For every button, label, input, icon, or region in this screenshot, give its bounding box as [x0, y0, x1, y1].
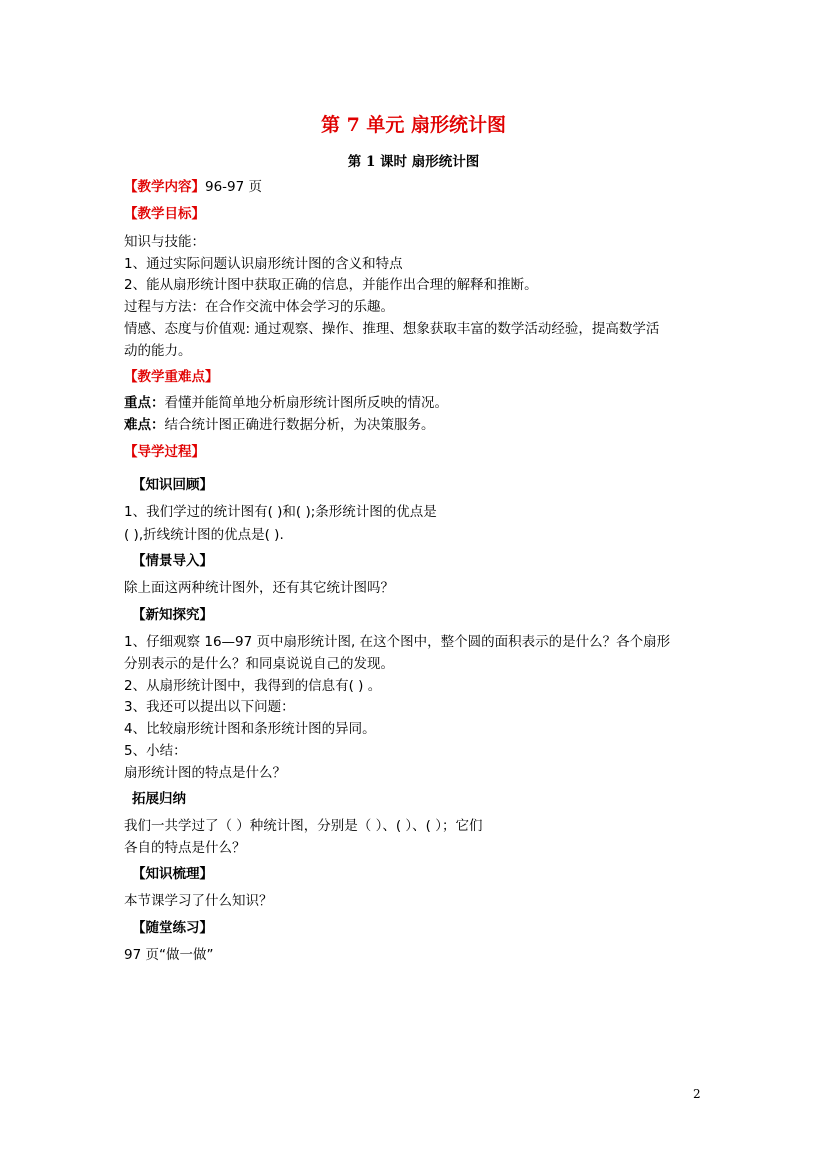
goal-line: 情感、态度与价值观: 通过观察、操作、推理、想象获取丰富的数学活动经验，提高数学活 — [124, 321, 660, 337]
practice-label: 【随堂练习】 — [132, 920, 213, 936]
explore-line: 2、从扇形统计图中，我得到的信息有( ) 。 — [124, 678, 382, 694]
explore-line: 3、我还可以提出以下问题： — [124, 699, 295, 715]
page-title: 第 7 单元 扇形统计图 — [320, 114, 507, 136]
explore-line: 分别表示的是什么？和同桌说说自己的发现。 — [124, 656, 394, 672]
difficulty-text: 结合统计图正确进行数据分析，为决策服务。 — [164, 417, 435, 433]
explore-line: 5、小结： — [124, 743, 187, 759]
teaching-content-label: 【教学内容】 — [124, 179, 205, 195]
explore-line: 4、比较扇形统计图和条形统计图的异同。 — [124, 721, 376, 737]
review-label: 【知识回顾】 — [132, 477, 213, 493]
goal-line: 动的能力。 — [124, 343, 192, 359]
summary-label: 【知识梳理】 — [132, 866, 213, 882]
goal-line: 1、通过实际问题认识扇形统计图的含义和特点 — [124, 256, 403, 272]
teaching-content-row — [124, 178, 262, 196]
explore-line: 1、仔细观察 16—97 页中扇形统计图, 在这个图中，整个圆的面积表示的是什么？各个扇形 — [124, 634, 671, 650]
goal-line: 过程与方法：在合作交流中体会学习的乐趣。 — [124, 299, 394, 315]
key-points-label: 【教学重难点】 — [124, 369, 219, 385]
extend-label: 拓展归纳 — [132, 791, 186, 807]
explore-label: 【新知探究】 — [132, 607, 213, 623]
teaching-goals-label: 【教学目标】 — [124, 206, 205, 222]
difficulty-label: 难点： — [124, 417, 165, 433]
extend-line: 我们一共学过了（ ）种统计图，分别是（ ）、( ）、( ）；它们 — [124, 818, 483, 834]
summary-text: 本节课学习了什么知识？ — [124, 893, 273, 909]
lesson-subtitle: 第 1 课时 扇形统计图 — [347, 154, 480, 170]
key-point-text: 看懂并能简单地分析扇形统计图所反映的情况。 — [164, 395, 448, 411]
key-point-row — [124, 394, 448, 412]
explore-line: 扇形统计图的特点是什么？ — [124, 765, 286, 781]
intro-text: 除上面这两种统计图外，还有其它统计图吗？ — [124, 580, 394, 596]
process-label: 【导学过程】 — [124, 444, 205, 460]
intro-label: 【情景导入】 — [132, 553, 213, 569]
difficulty-row — [124, 416, 435, 434]
key-point-label: 重点： — [124, 395, 165, 411]
teaching-content-pages: 96-97 页 — [205, 179, 263, 195]
extend-line: 各自的特点是什么？ — [124, 840, 246, 856]
page-number: 2 — [693, 1087, 701, 1101]
goal-line: 知识与技能： — [124, 234, 205, 250]
review-line: 1、我们学过的统计图有( )和( );条形统计图的优点是 — [124, 504, 437, 520]
review-line: ( ),折线统计图的优点是( ). — [124, 527, 284, 543]
goal-line: 2、能从扇形统计图中获取正确的信息，并能作出合理的解释和推断。 — [124, 277, 538, 293]
practice-text: 97 页“做一做” — [124, 947, 214, 963]
